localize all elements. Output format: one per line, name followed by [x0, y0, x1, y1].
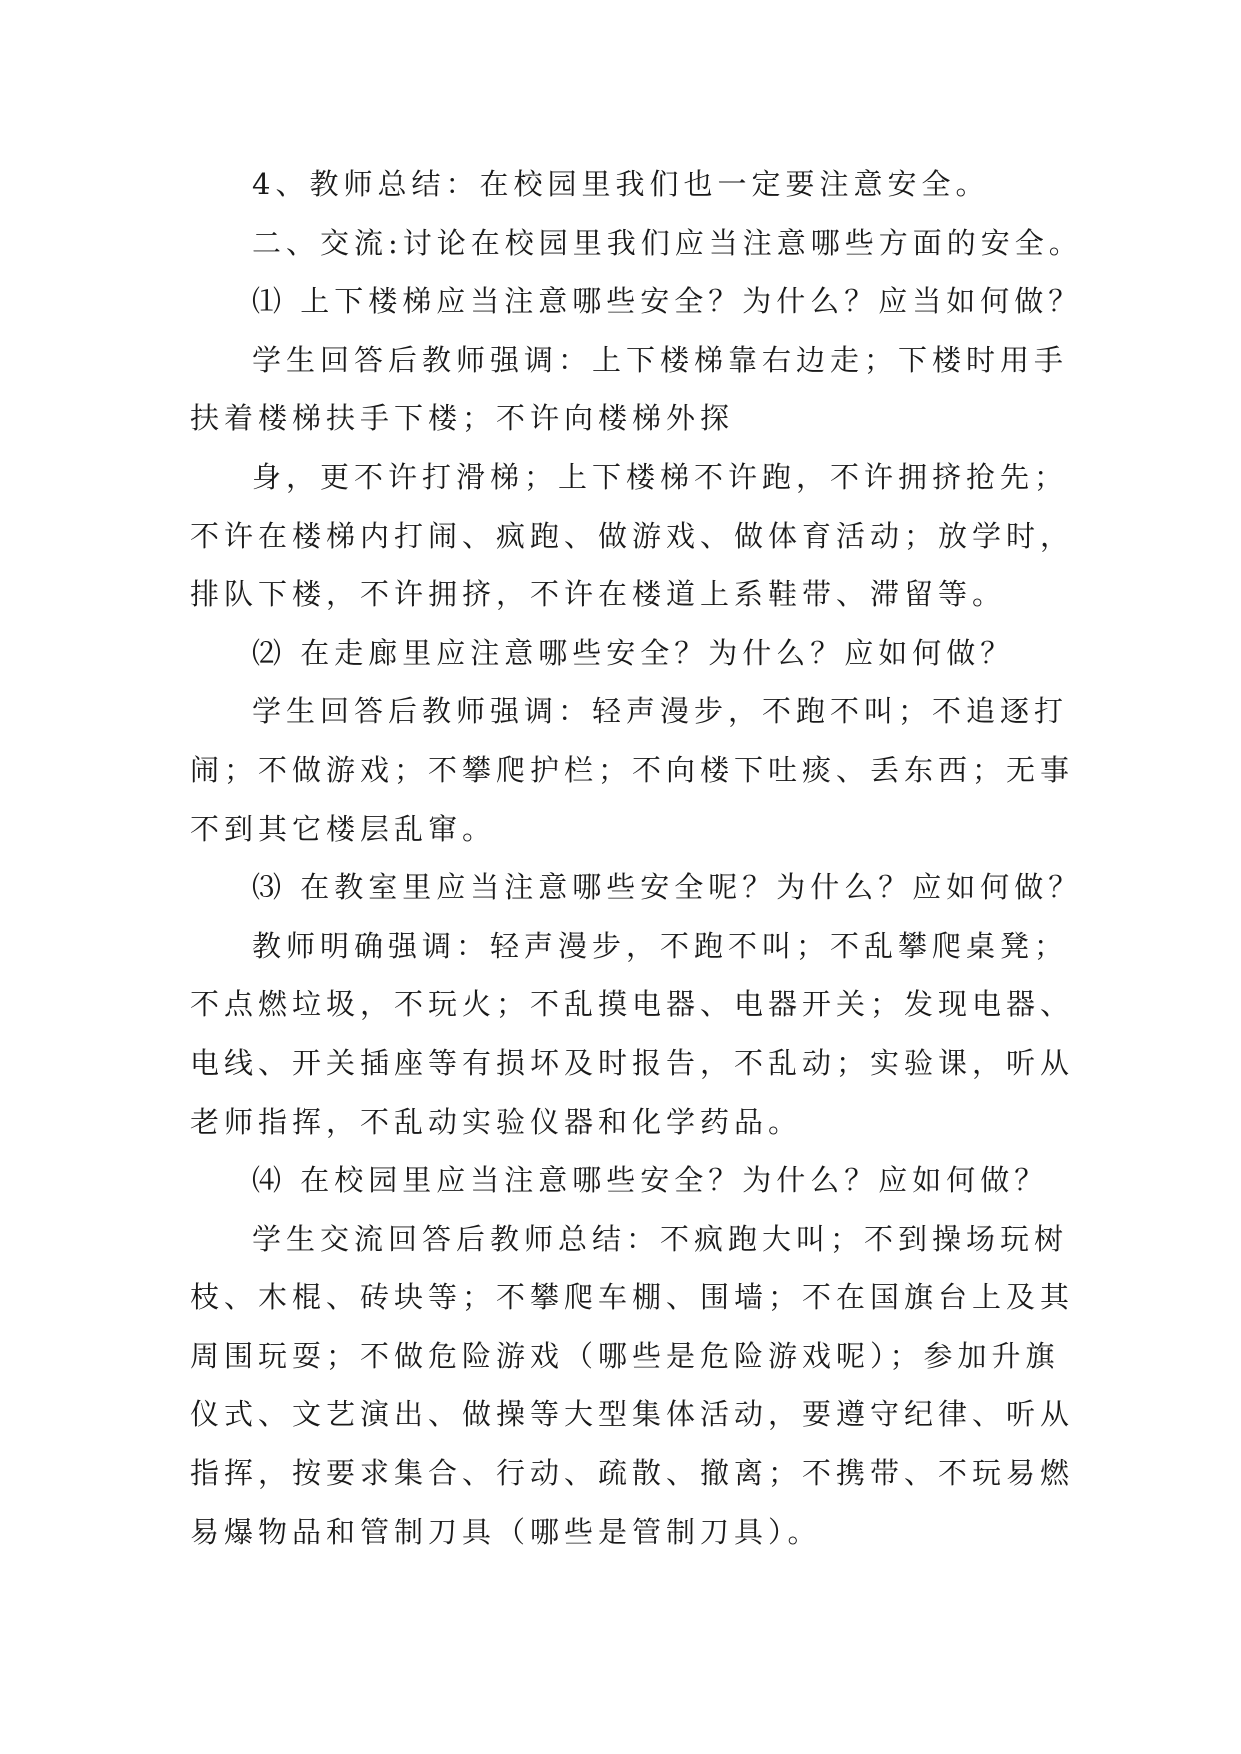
text-line: 电线、开关插座等有损坏及时报告，不乱动；实验课，听从: [190, 1045, 1075, 1080]
text-line: 老师指挥，不乱动实验仪器和化学药品。: [190, 1104, 803, 1139]
text-line: 教师明确强调：轻声漫步，不跑不叫；不乱攀爬桌凳；: [252, 928, 1069, 963]
text-line: 仪式、文艺演出、做操等大型集体活动，要遵守纪律、听从: [190, 1397, 1075, 1432]
text-line: 排队下楼，不许拥挤，不许在楼道上系鞋带、滞留等。: [190, 577, 1007, 612]
text-line: 学生回答后教师强调：上下楼梯靠右边走；下楼时用手: [252, 342, 1069, 377]
text-line: 闹；不做游戏；不攀爬护栏；不向楼下吐痰、丢东西；无事: [190, 752, 1075, 787]
text-line: ⑷ 在校园里应当注意哪些安全？为什么？应如何做？: [252, 1163, 1049, 1198]
text-line: 学生回答后教师强调：轻声漫步，不跑不叫；不追逐打: [252, 694, 1069, 729]
text-line: 不许在楼梯内打闹、疯跑、做游戏、做体育活动；放学时，: [190, 518, 1075, 553]
text-line: 学生交流回答后教师总结：不疯跑大叫；不到操场玩树: [252, 1221, 1069, 1256]
text-line: 指挥，按要求集合、行动、疏散、撤离；不携带、不玩易燃: [190, 1456, 1075, 1491]
text-line: 不点燃垃圾，不玩火；不乱摸电器、电器开关；发现电器、: [190, 987, 1075, 1022]
text-line: 二、交流:讨论在校园里我们应当注意哪些方面的安全。: [252, 225, 1083, 260]
text-line: 身，更不许打滑梯；上下楼梯不许跑，不许拥挤抢先；: [252, 459, 1069, 494]
text-line: 枝、木棍、砖块等；不攀爬车棚、围墙；不在国旗台上及其: [190, 1280, 1075, 1315]
text-line: 不到其它楼层乱窜。: [190, 811, 497, 846]
text-line: 扶着楼梯扶手下楼；不许向楼梯外探: [190, 401, 735, 436]
document-body: [190, 155, 1083, 1561]
text-line: 4、教师总结：在校园里我们也一定要注意安全。: [252, 167, 990, 201]
text-line: ⑴ 上下楼梯应当注意哪些安全？为什么？应当如何做？: [252, 284, 1083, 319]
text-line: ⑵ 在走廊里应注意哪些安全？为什么？应如何做？: [252, 635, 1015, 670]
text-line: ⑶ 在教室里应当注意哪些安全呢？为什么？应如何做？: [252, 870, 1083, 905]
text-line: 周围玩耍；不做危险游戏（哪些是危险游戏呢）；参加升旗: [190, 1338, 1060, 1373]
text-line: 易爆物品和管制刀具（哪些是管制刀具）。: [190, 1514, 822, 1549]
